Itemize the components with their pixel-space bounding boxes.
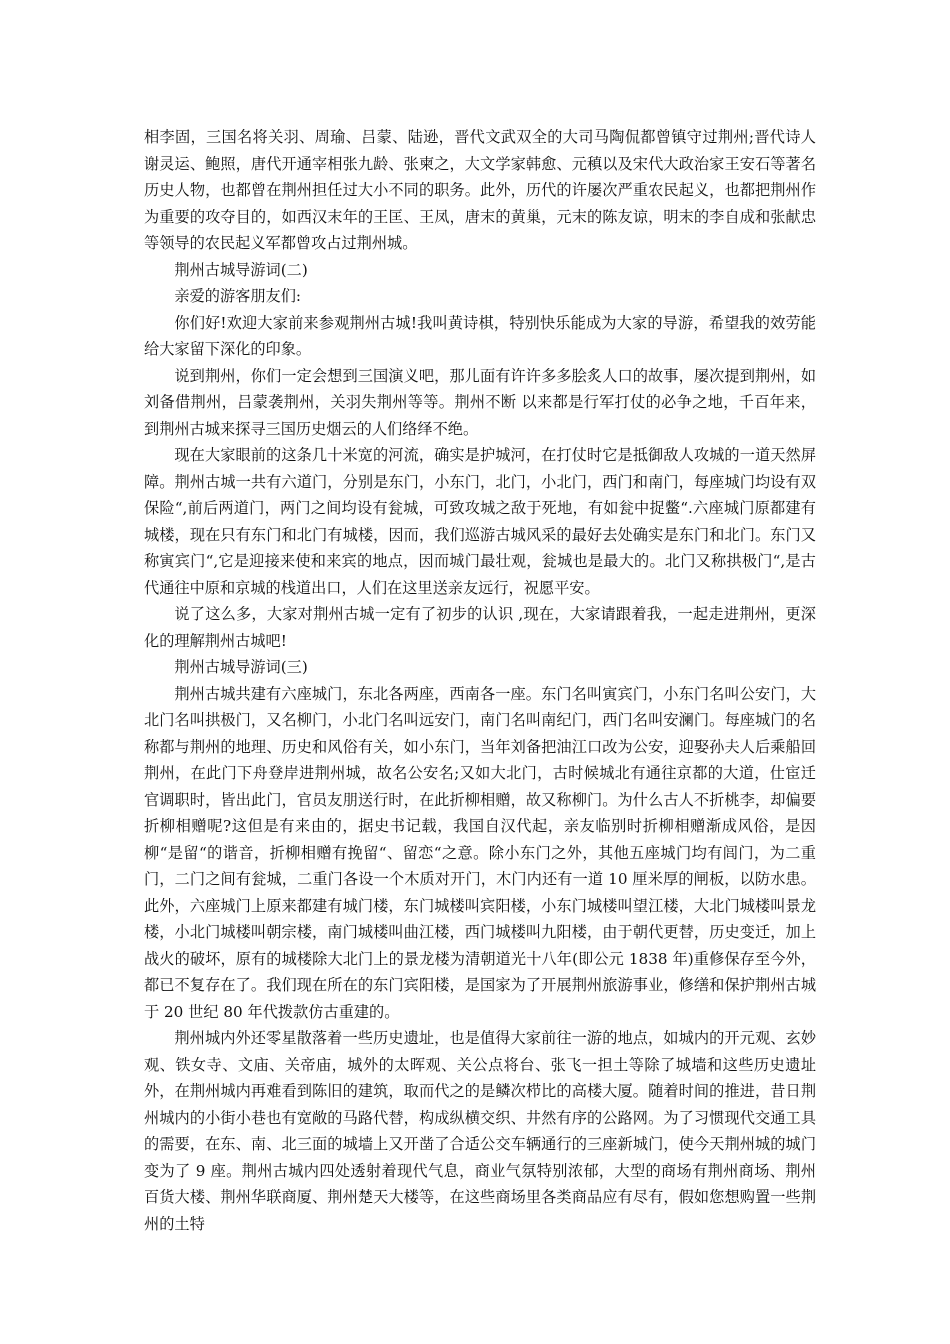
paragraph-closing: 说了这么多，大家对荆州古城一定有了初步的认识 ,现在，大家请跟着我，一起走进荆州，更深化的理解荆州古城吧!: [144, 605, 816, 650]
paragraph-welcome: 你们好!欢迎大家前来参观荆州古城!我叫黄诗棋，特别快乐能成为大家的导游，希望我的效劳能给大家留下深化的印象。: [144, 313, 816, 358]
paragraph-moat-gates: 现在大家眼前的这条几十米宽的河流，确实是护城河，在打仗时它是抵御敌人攻城的一道天然屏障。荆州古城一共有六道门，分别是东门，小东门，北门，小北门，西门和南门，每座城门均设有双保险“,前后两道门，两门之间均设有瓮城，可致攻城之敌于死地，有如瓮中捉鳖“.六座城门原都建有城楼，现在只有东门和北门有城楼，因而，我们巡游古城风采的最好去处确实是东门和北门。东门又称寅宾门“,它是迎接来使和来宾的地点，因而城门最壮观，瓮城也是最大的。北门又称拱极门“,是古代通往中原和京城的栈道出口，人们在这里送亲友远行，祝愿平安。: [144, 446, 816, 597]
greeting-line: 亲爱的游客朋友们:: [174, 287, 302, 305]
section-heading-2: 荆州古城导游词(二): [174, 260, 308, 279]
paragraph-intro: 相李固，三国名将关羽、周瑜、吕蒙、陆逊，晋代文武双全的大司马陶侃都曾镇守过荆州;晋代诗人谢灵运、鲍照，唐代开通宰相张九龄、张柬之，大文学家韩愈、元稹以及宋代大政治家王安石等著名历史人物，也都曾在荆州担任过大小不同的职务。此外，历代的许屡次严重农民起义，也都把荆州作为重要的攻夺目的，如西汉末年的王匡、王凤，唐末的黄巢，元末的陈友谅，明末的李自成和张献忠等领导的农民起义军都曾攻占过荆州城。: [144, 128, 816, 252]
paragraph-three-kingdoms: 说到荆州，你们一定会想到三国演义吧，那儿面有许许多多脍炙人口的故事，屡次提到荆州，如刘备借荆州，吕蒙袭荆州，关羽失荆州等等。荆州不断 以来都是行军打仗的必争之地，千百年来，到荆州古城来探寻三国历史烟云的人们络绎不绝。: [144, 366, 816, 438]
paragraph-six-gates: 荆州古城共建有六座城门，东北各两座，西南各一座。东门名叫寅宾门，小东门名叫公安门，大北门名叫拱极门，又名柳门，小北门名叫远安门，南门名叫南纪门，西门名叫安澜门。每座城门的名称都与荆州的地理、历史和风俗有关，如小东门，当年刘备把油江口改为公安，迎娶孙夫人后乘船回荆州，在此门下舟登岸进荆州城，故名公安名;又如大北门，古时候城北有通往京都的大道，仕宦迁官调职时，皆出此门，官员友朋送行时，在此折柳相赠，故又称柳门。为什么古人不折桃李，却偏要折柳相赠呢?这但是有来由的，据史书记载，我国自汉代起，亲友临别时折柳相赠渐成风俗，是因柳“是留“的谐音，折柳相赠有挽留“、留恋“之意。除小东门之外，其他五座城门均有闾门，为二重门，二门之间有瓮城，二重门各设一个木质对开门，木门内还有一道 10 厘米厚的闸板，以防水患。此外，六座城门上原来都建有城门楼，东门城楼叫宾阳楼，小东门城楼叫望江楼，大北门城楼叫景龙楼，小北门城楼叫朝宗楼，南门城楼叫曲江楼，西门城楼叫九阳楼，由于朝代更替，历史变迁，加上战火的破坏，原有的城楼除大北门上的景龙楼为清朝道光十八年(即公元 1838 年)重修保存至今外，都已不复存在了。我们现在所在的东门宾阳楼，是国家为了开展荆州旅游事业，修缮和保护荆州古城于 20 世纪 80 年代拨款仿古重建的。: [144, 684, 816, 1021]
section-heading-3: 荆州古城导游词(三): [174, 658, 308, 676]
document-page: [144, 124, 816, 1237]
paragraph-historic-sites: 荆州城内外还零星散落着一些历史遗址，也是值得大家前往一游的地点，如城内的开元观、玄妙观、铁女寺、文庙、关帝庙，城外的太晖观、关公点将台、张飞一担土等除了城墙和这些历史遗址外，在荆州城内再难看到陈旧的建筑，取而代之的是鳞次栉比的高楼大厦。随着时间的推进，昔日荆州城内的小街小巷也有宽敞的马路代替，构成纵横交织、井然有序的公路网。为了习惯现代交通工具的需要，在东、南、北三面的城墙上又开凿了合适公交车辆通行的三座新城门，使今天荆州城的城门变为了 9 座。荆州古城内四处透射着现代气息，商业气氛特别浓郁，大型的商场有荆州商场、荆州百货大楼、荆州华联商厦、荆州楚天大楼等，在这些商场里各类商品应有尽有，假如您想购置一些荆州的土特: [144, 1029, 816, 1233]
